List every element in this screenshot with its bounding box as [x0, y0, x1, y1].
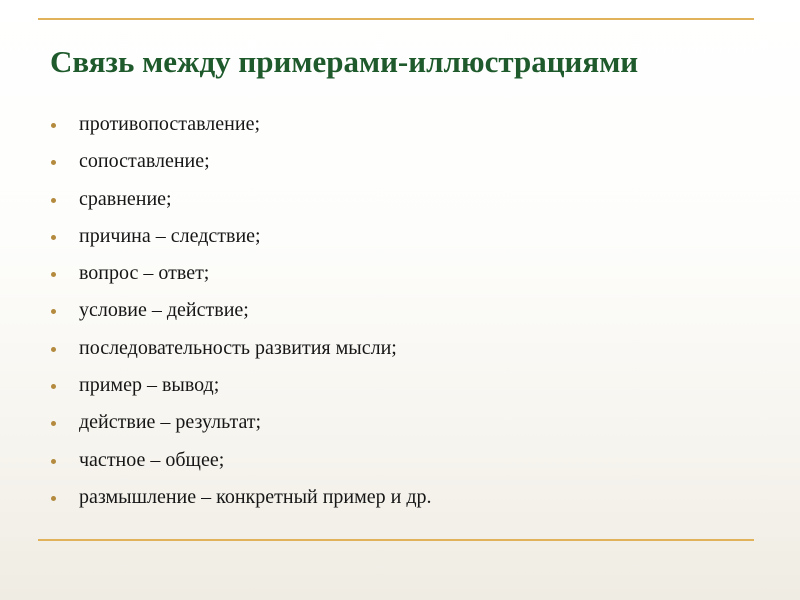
bullet-dot-icon — [51, 496, 56, 501]
list-item-text: противопоставление; — [79, 113, 261, 135]
list-item-text: сопоставление; — [79, 150, 210, 173]
bullet-dot-icon — [51, 309, 56, 314]
list-item-text: вопрос – ответ; — [79, 262, 210, 285]
list-item — [0, 218, 800, 255]
bullet-dot-icon — [51, 421, 56, 426]
bullet-dot-icon — [51, 272, 56, 277]
bottom-divider — [38, 539, 754, 541]
slide-title: Связь между примерами-иллюстрациями — [50, 44, 639, 79]
list-item — [0, 367, 800, 404]
list-item — [0, 181, 800, 218]
list-item — [0, 292, 800, 329]
bullet-list — [0, 106, 800, 516]
list-item-text: размышление – конкретный пример и др. — [79, 485, 432, 508]
list-item-text: причина – следствие; — [79, 224, 261, 247]
bullet-dot-icon — [51, 198, 56, 203]
list-item-text: пример – вывод; — [79, 374, 220, 397]
list-item-text: действие – результат; — [79, 411, 262, 434]
bullet-dot-icon — [51, 347, 56, 352]
list-item — [0, 330, 800, 367]
bullet-dot-icon — [51, 235, 56, 240]
list-item-text: последовательность развития мысли; — [79, 336, 397, 359]
list-item — [0, 404, 800, 441]
list-item-text: условие – действие; — [79, 299, 249, 322]
list-item-text: частное – общее; — [79, 448, 225, 471]
bullet-dot-icon — [51, 384, 56, 389]
bullet-dot-icon — [51, 160, 56, 165]
list-item-text: сравнение; — [79, 187, 172, 210]
list-item — [0, 255, 800, 292]
list-item — [0, 442, 800, 479]
bullet-dot-icon — [51, 459, 56, 464]
list-item — [0, 143, 800, 180]
list-item — [0, 479, 800, 516]
bullet-dot-icon — [51, 123, 56, 128]
list-item — [0, 106, 800, 143]
top-divider — [38, 18, 754, 20]
